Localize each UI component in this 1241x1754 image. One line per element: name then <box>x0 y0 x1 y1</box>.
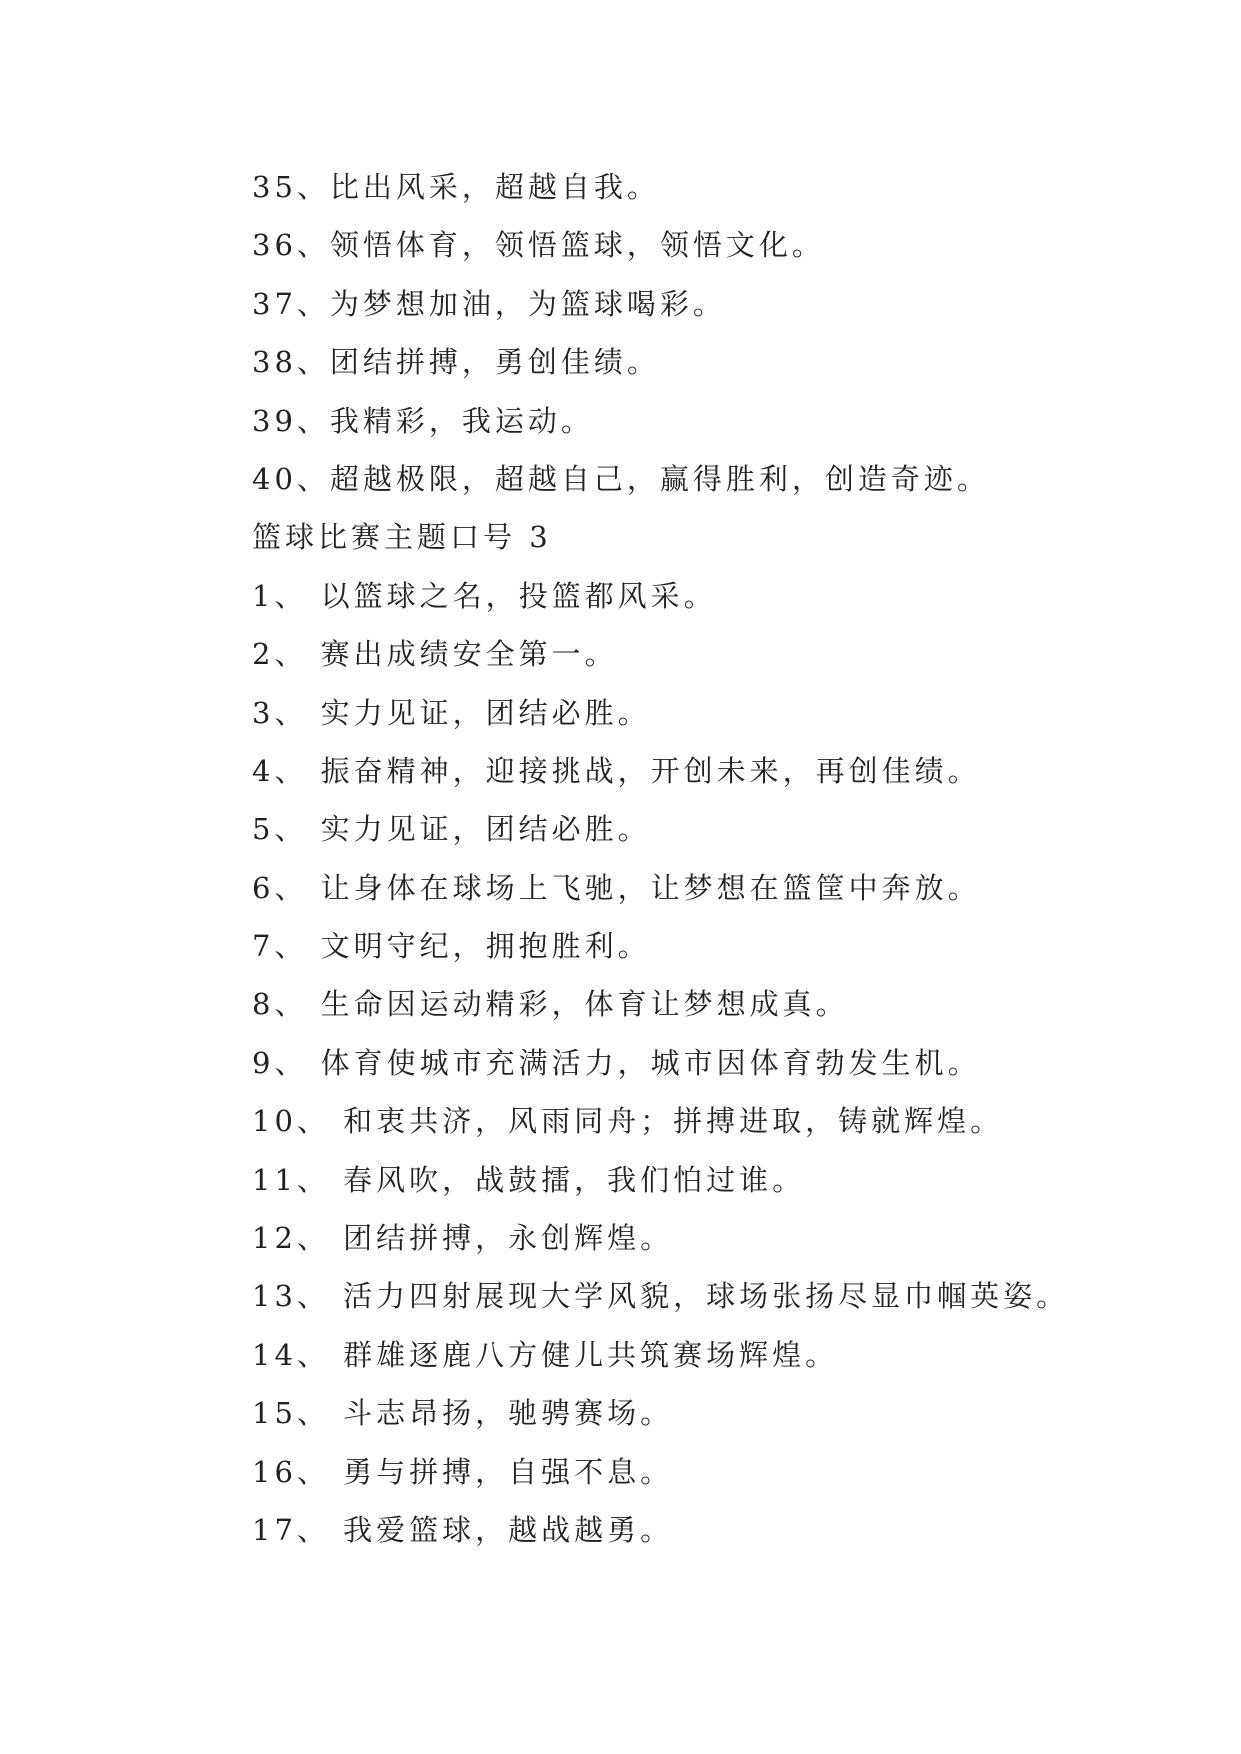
slogan-line: 3、 实力见证，团结必胜。 <box>252 695 651 730</box>
slogan-line: 5、 实力见证，团结必胜。 <box>252 812 651 847</box>
slogan-line: 1、 以篮球之名，投篮都风采。 <box>252 578 717 613</box>
slogan-line: 35、比出风采，超越自我。 <box>252 170 660 204</box>
slogan-line: 7、 文明守纪，拥抱胜利。 <box>252 929 651 964</box>
slogan-line: 9、 体育使城市充满活力，城市因体育勃发生机。 <box>252 1045 981 1080</box>
slogan-line: 6、 让身体在球场上飞驰，让梦想在篮筐中奔放。 <box>252 870 981 905</box>
slogan-line: 38、团结拼搏，勇创佳绩。 <box>252 345 660 380</box>
slogan-line: 12、 团结拼搏，永创辉煌。 <box>252 1221 674 1256</box>
slogan-line: 15、 斗志昂扬，驰骋赛场。 <box>252 1396 674 1431</box>
slogan-line: 8、 生命因运动精彩，体育让梦想成真。 <box>252 987 849 1022</box>
slogan-line: 40、超越极限，超越自己，赢得胜利，创造奇迹。 <box>252 461 990 496</box>
slogan-line: 39、我精彩，我运动。 <box>252 403 594 438</box>
slogan-line: 2、 赛出成绩安全第一。 <box>252 637 618 672</box>
document-body <box>252 158 1192 1559</box>
slogan-line: 10、 和衷共济，风雨同舟；拼搏进取，铸就辉煌。 <box>252 1104 1004 1139</box>
slogan-line: 37、为梦想加油，为篮球喝彩。 <box>252 286 726 321</box>
slogan-line: 13、 活力四射展现大学风貌，球场张扬尽显巾帼英姿。 <box>252 1279 1070 1314</box>
section-heading: 篮球比赛主题口号 3 <box>252 520 552 555</box>
slogan-line: 11、 春风吹，战鼓擂，我们怕过谁。 <box>252 1162 806 1197</box>
slogan-line: 4、 振奋精神，迎接挑战，开创未来，再创佳绩。 <box>252 753 981 788</box>
slogan-line: 36、领悟体育，领悟篮球，领悟文化。 <box>252 228 825 263</box>
slogan-line: 17、 我爱篮球，越战越勇。 <box>252 1512 674 1547</box>
slogan-line: 16、 勇与拼搏，自强不息。 <box>252 1454 674 1489</box>
slogan-line: 14、 群雄逐鹿八方健儿共筑赛场辉煌。 <box>252 1337 839 1372</box>
